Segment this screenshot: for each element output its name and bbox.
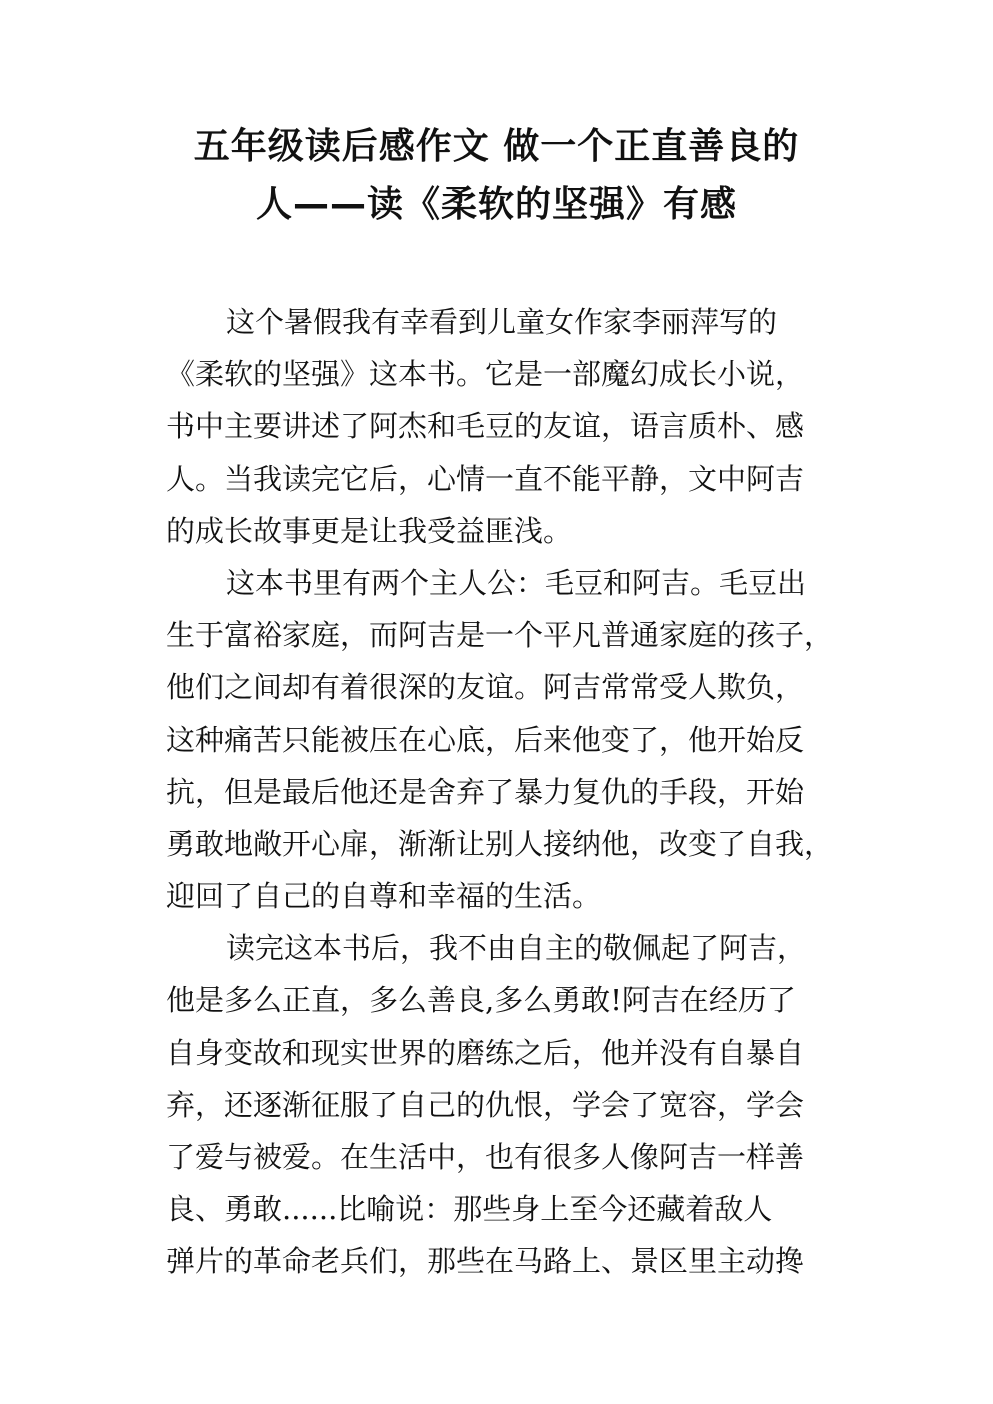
- text-line: 这本书里有两个主人公：毛豆和阿吉。毛豆出: [226, 565, 807, 600]
- text-line: 《柔软的坚强》这本书。它是一部魔幻成长小说，: [166, 357, 805, 392]
- text-line: 了爱与被爱。在生活中，也有很多人像阿吉一样善: [166, 1140, 805, 1174]
- text-line: 勇敢地敞开心扉，渐渐让别人接纳他，改变了自我，: [166, 826, 834, 861]
- text-line: 生于富裕家庭，而阿吉是一个平凡普通家庭的孩子，: [166, 618, 834, 653]
- document-body: [166, 296, 846, 1288]
- text-line: 抗，但是最后他还是舍弃了暴力复仇的手段，开始: [166, 774, 805, 809]
- text-line: 的成长故事更是让我受益匪浅。: [166, 513, 573, 548]
- title-line: 人——读《柔软的坚强》有感: [255, 184, 737, 225]
- text-line: 人。当我读完它后，心情一直不能平静，文中阿吉: [166, 461, 805, 496]
- paragraph: [166, 296, 846, 557]
- text-line: 自身变故和现实世界的磨练之后，他并没有自暴自: [166, 1035, 805, 1070]
- text-line: 弃，还逐渐征服了自己的仇恨，学会了宽容，学会: [166, 1087, 805, 1122]
- text-line: 这种痛苦只能被压在心底，后来他变了，他开始反: [166, 722, 805, 757]
- text-line: 这个暑假我有幸看到儿童女作家李丽萍写的: [226, 305, 778, 339]
- text-line: 他们之间却有着很深的友谊。阿吉常常受人欺负，: [166, 670, 805, 705]
- document-title: [150, 118, 843, 234]
- text-line: 书中主要讲述了阿杰和毛豆的友谊，语言质朴、感: [166, 409, 805, 444]
- paragraph: [166, 557, 846, 922]
- text-line: 读完这本书后，我不由自主的敬佩起了阿吉，: [226, 931, 807, 966]
- text-line: 弹片的革命老兵们，那些在马路上、景区里主动搀: [166, 1244, 805, 1279]
- text-line: 良、勇敢......比喻说：那些身上至今还藏着敌人: [166, 1192, 773, 1227]
- paragraph: [166, 922, 846, 1287]
- text-line: 迎回了自己的自尊和幸福的生活。: [166, 879, 602, 914]
- title-line: 五年级读后感作文 做一个正直善良的: [193, 126, 800, 167]
- text-line: 他是多么正直，多么善良,多么勇敢!阿吉在经历了: [166, 983, 796, 1018]
